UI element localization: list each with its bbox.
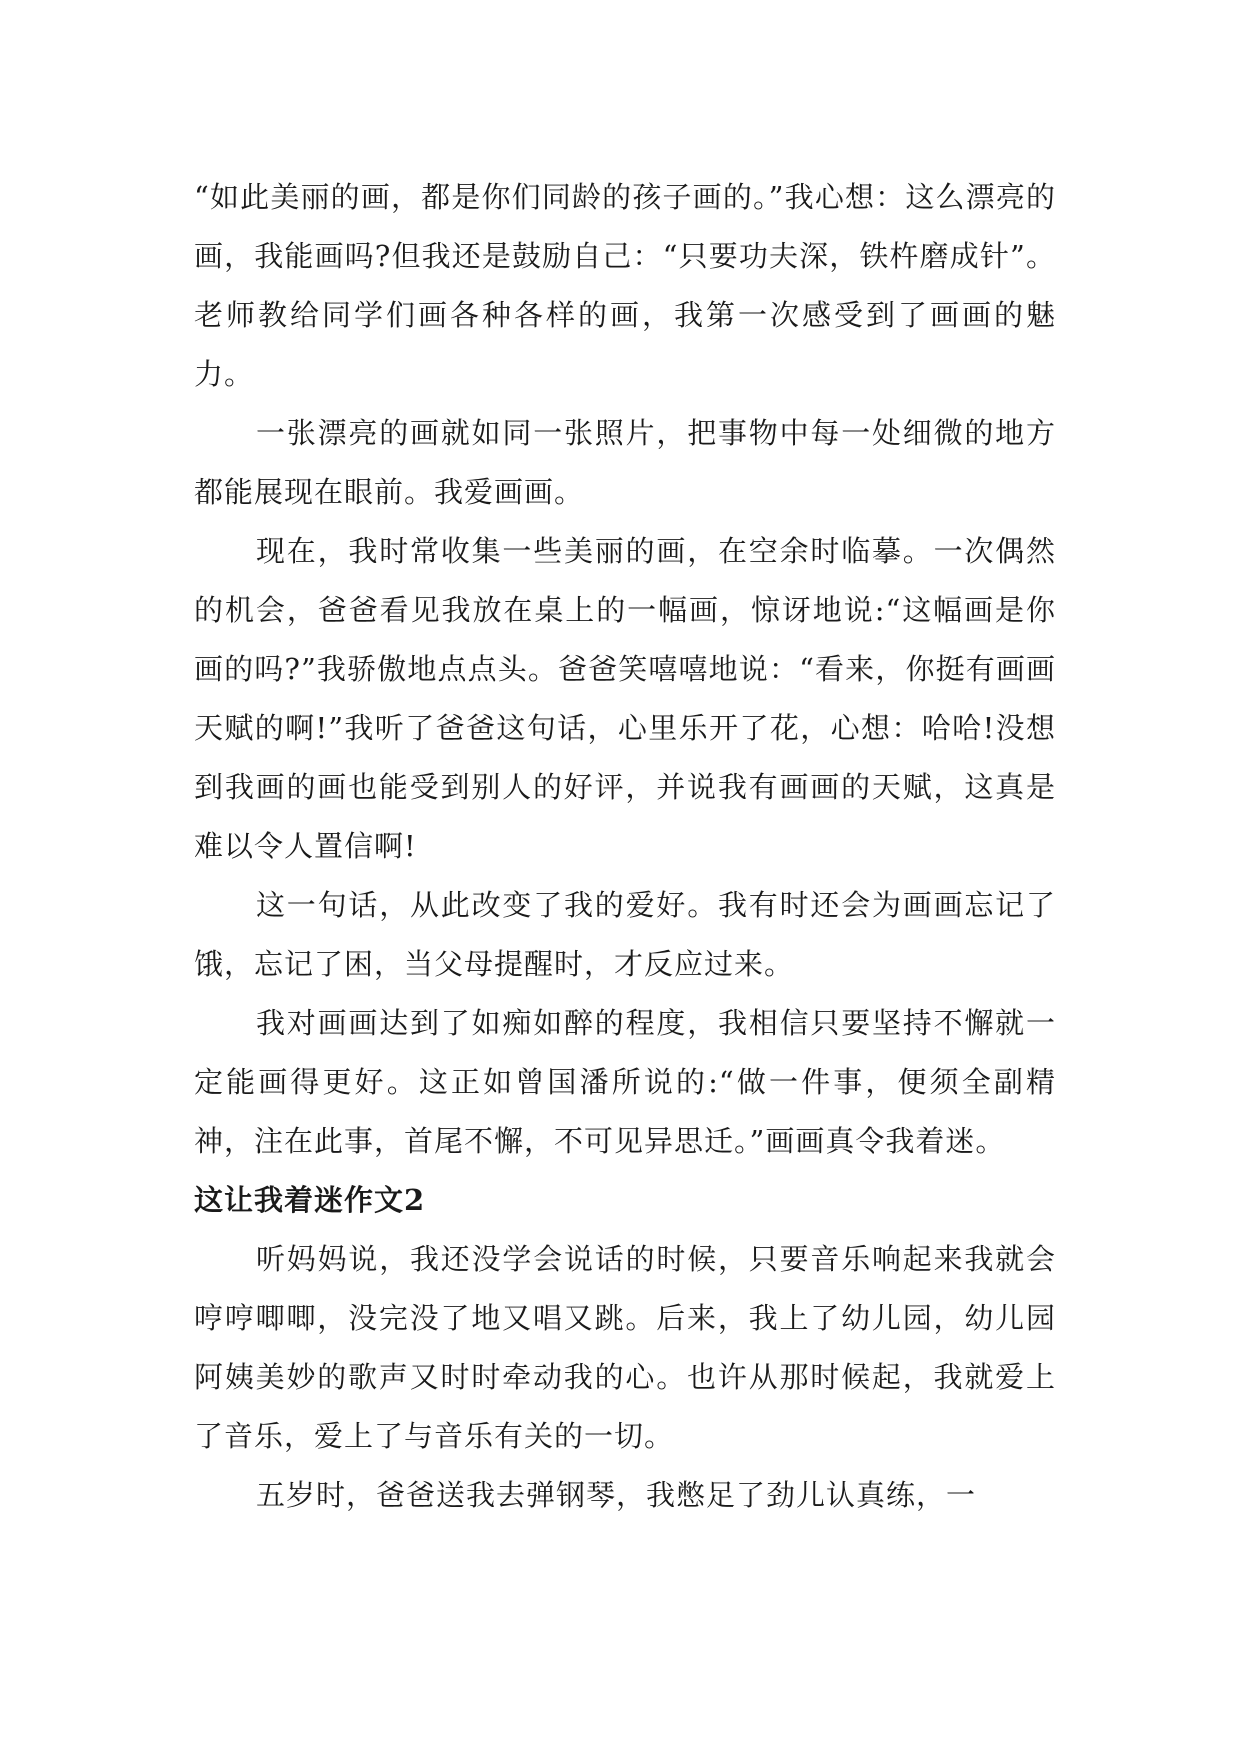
paragraph-photo-comparison: 一张漂亮的画就如同一张照片，把事物中每一处细微的地方都能展现在眼前。我爱画画。: [194, 416, 1056, 509]
paragraph-piano: 五岁时，爸爸送我去弹钢琴，我憋足了劲儿认真练，一: [256, 1478, 977, 1512]
essay-title: 这让我着迷作文2: [194, 1183, 426, 1217]
paragraph-music-childhood: 听妈妈说，我还没学会说话的时候，只要音乐响起来我就会哼哼唧唧，没完没了地又唱又跳。后来，我上了幼儿园，幼儿园阿姨美妙的歌声又时时牵动我的心。也许从那时候起，我就爱上了音乐，爱上了与音乐有关的一切。: [194, 1242, 1056, 1453]
paragraph-father-praise: 现在，我时常收集一些美丽的画，在空余时临摹。一次偶然的机会，爸爸看见我放在桌上的一幅画，惊讶地说:“这幅画是你画的吗?”我骄傲地点点头。爸爸笑嘻嘻地说：“看来，你挺有画画天赋的啊!”我听了爸爸这句话，心里乐开了花，心想：哈哈!没想到我画的画也能受到别人的好评，并说我有画画的天赋，这真是难以令人置信啊!: [194, 534, 1056, 863]
paragraph-hobby-change: 这一句话，从此改变了我的爱好。我有时还会为画画忘记了饿，忘记了困，当父母提醒时，才反应过来。: [194, 888, 1056, 981]
paragraph-continuation: “如此美丽的画，都是你们同龄的孩子画的。”我心想：这么漂亮的画，我能画吗?但我还是鼓励自己：“只要功夫深，铁杵磨成针”。老师教给同学们画各种各样的画，我第一次感受到了画画的魅力。: [194, 180, 1056, 391]
document-page: [194, 168, 1056, 1525]
paragraph-obsession: 我对画画达到了如痴如醉的程度，我相信只要坚持不懈就一定能画得更好。这正如曾国潘所说的:“做一件事，便须全副精神，注在此事，首尾不懈，不可见异思迁。”画画真令我着迷。: [194, 1006, 1056, 1158]
